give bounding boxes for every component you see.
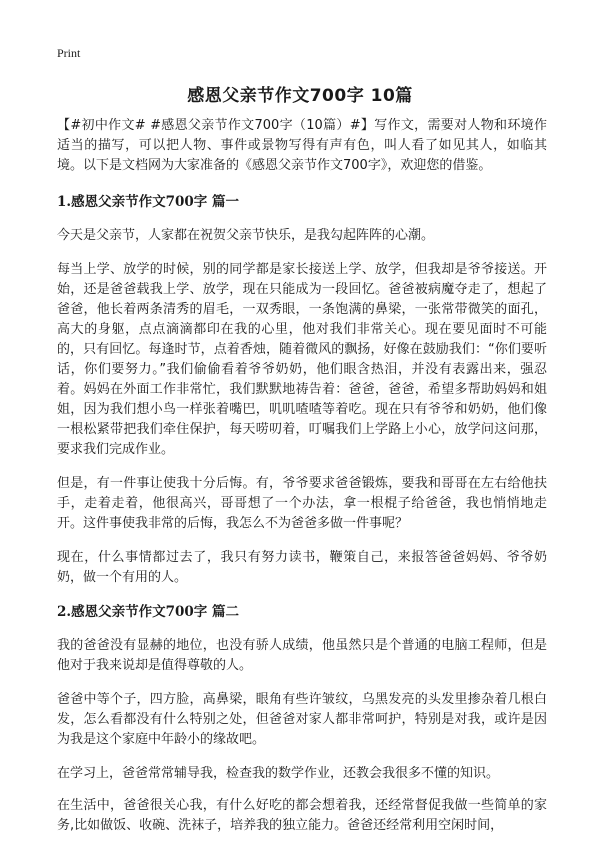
section-2-paragraph-3: 在学习上，爸爸常常辅导我，检查我的数学作业，还教会我很多不懂的知识。 — [57, 766, 500, 781]
section-heading-2: 2.感恩父亲节作文700字 篇二 — [57, 604, 239, 620]
article-body — [57, 116, 547, 850]
section-2-paragraph-1: 我的爸爸没有显赫的地位，也没有骄人成绩，他虽然只是个普通的电脑工程师，但是他对于我来说却是值得尊敬的人。 — [57, 638, 547, 673]
intro-paragraph: 【#初中作文# #感恩父亲节作文700字（10篇）#】写作文，需要对人物和环境作适当的描写，可以把人物、事件或景物写得有声有色，叫人看了如见其人，如临其境。以下是文档网为大家准备的《感恩父亲节作文700字》，欢迎您的借鉴。 — [57, 118, 547, 173]
section-1-paragraph-1: 今天是父亲节，人家都在祝贺父亲节快乐，是我勾起阵阵的心潮。 — [57, 228, 435, 243]
section-2-paragraph-2: 爸爸中等个子，四方脸，高鼻梁，眼角有些许皱纹，乌黑发亮的头发里掺杂着几根白发，怎么看都没有什么特别之处，但爸爸对家人都非常呵护，特别是对我，或许是因为我是这个家庭中年龄小的缘故吧。 — [57, 692, 547, 747]
section-heading-1: 1.感恩父亲节作文700字 篇一 — [57, 194, 239, 210]
section-1-paragraph-4: 现在，什么事情都过去了，我只有努力读书，鞭策自己，来报答爸爸妈妈、爷爷奶奶，做一个有用的人。 — [57, 550, 547, 585]
section-1-paragraph-2: 每当上学、放学的时候，别的同学都是家长接送上学、放学，但我却是爷爷接送。开始，还是爸爸载我上学、放学，现在只能成为一段回忆。爸爸被病魔夺走了，想起了爸爸，他长着两条清秀的眉毛，一双秀眼，一条饱满的鼻梁，一张常带微笑的面孔，高大的身躯，点点滴滴都印在我的心里，他对我们非常关心。现在要见面时不可能的，只有回忆。每逢时节，点着香烛，随着微风的飘扬，好像在鼓励我们：“你们要听话，你们要努力。”我们偷偷看着爷爷奶奶，他们眼含热泪，并没有表露出来，强忍着。妈妈在外面工作非常忙，我们默默地祷告着：爸爸，爸爸，希望多帮助妈妈和姐姐，因为我们想小鸟一样张着嘴巴，叽叽喳喳等着吃。现在只有爷爷和奶奶，他们像一根松紧带把我们牵住保护，每天唠叨着，叮嘱我们上学路上小心，放学问这问那，要求我们完成作业。 — [57, 262, 547, 457]
section-2-paragraph-4: 在生活中，爸爸很关心我，有什么好吃的都会想着我，还经常督促我做一些简单的家务,比如做饭、收碗、洗袜子，培养我的独立能力。爸爸还经常利用空闲时间， — [57, 798, 547, 833]
print-link[interactable]: Print — [57, 46, 81, 60]
section-1-paragraph-3: 但是，有一件事让使我十分后悔。有，爷爷要求爸爸锻炼，要我和哥哥在左右给他扶手，走着走着，他很高兴，哥哥想了一个办法，拿一根棍子给爸爸，我也悄悄地走开。这件事使我非常的后悔，我怎么不为爸爸多做一件事呢？ — [57, 476, 547, 531]
page-title: 感恩父亲节作文700字 10篇 — [187, 86, 413, 106]
